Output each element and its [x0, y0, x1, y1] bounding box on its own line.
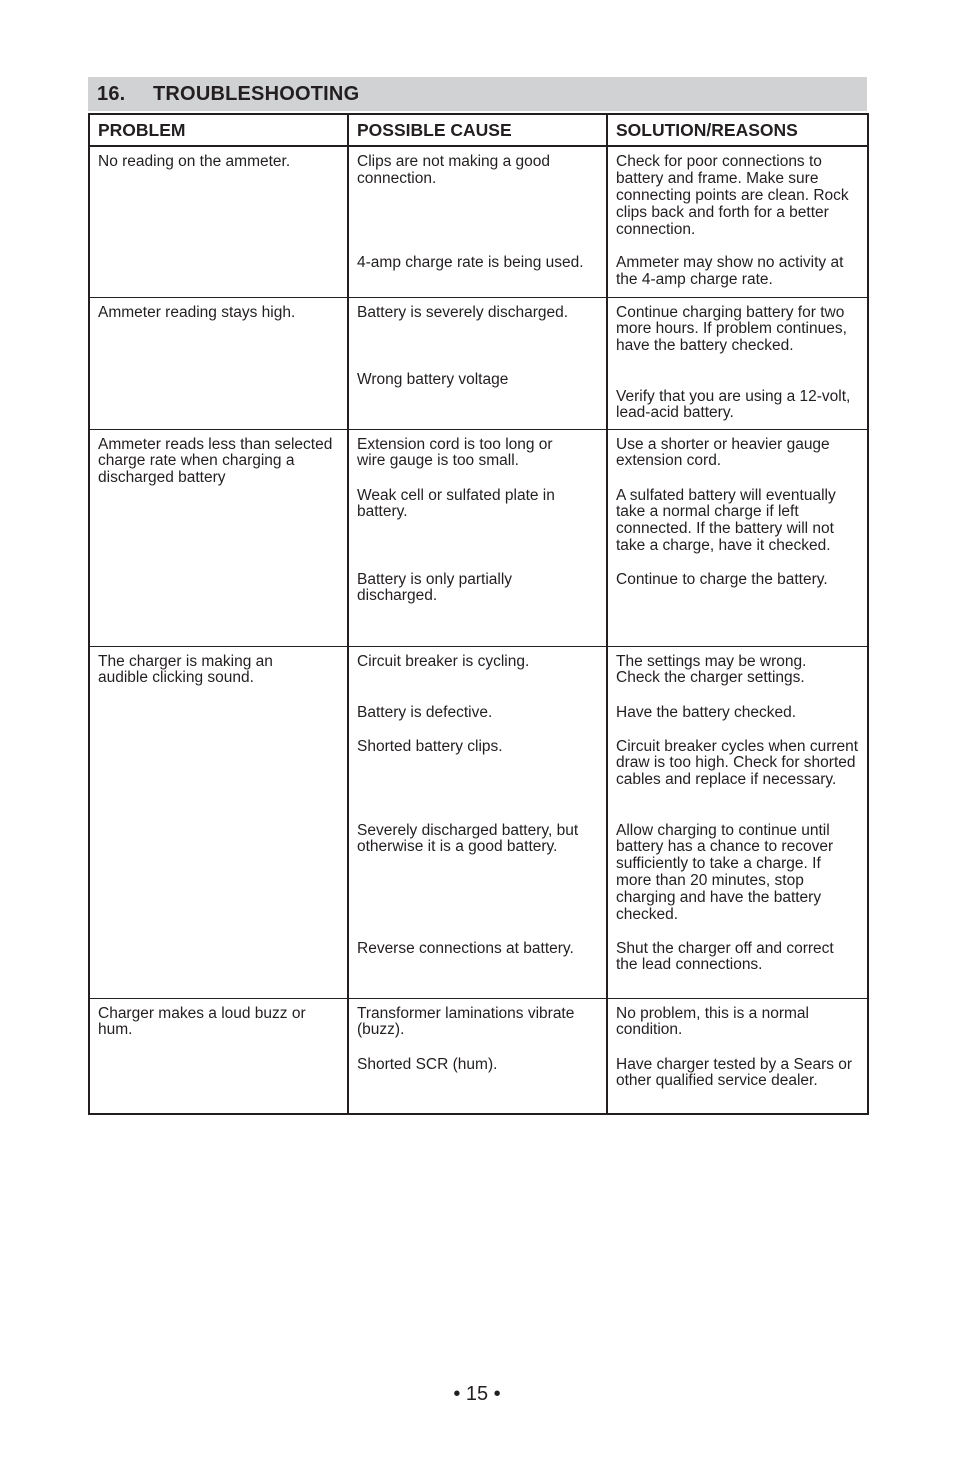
- troubleshooting-table: [88, 113, 869, 1115]
- solution-cell: [607, 297, 868, 429]
- column-header-possible-cause: POSSIBLE CAUSE: [348, 114, 607, 146]
- table-row: [89, 998, 868, 1114]
- cause-text: Reverse connections at battery.: [357, 939, 574, 957]
- column-header-problem: PROBLEM: [89, 114, 348, 146]
- cause-text: 4-amp charge rate is being used.: [357, 254, 584, 271]
- cause-text: Extension cord is too long or wire gauge is too small.: [357, 435, 553, 470]
- solution-text: Have the battery checked.: [616, 703, 797, 721]
- problem-text: Ammeter reading stays high.: [98, 303, 296, 321]
- cause-text: Transformer laminations vibrate (buzz).: [357, 1004, 575, 1039]
- cause-cell: [348, 998, 607, 1114]
- section-number: 16.: [97, 82, 126, 105]
- solution-text: The settings may be wrong. Check the charger settings.: [616, 652, 807, 687]
- cause-text: Circuit breaker is cycling.: [357, 652, 530, 670]
- problem-text: The charger is making an audible clicking sound.: [98, 652, 273, 687]
- cause-text: Battery is severely discharged.: [357, 303, 569, 321]
- table-row: [89, 646, 868, 998]
- problem-cell: [89, 146, 348, 297]
- problem-cell: [89, 429, 348, 646]
- table-row: [89, 429, 868, 646]
- solution-text: Continue to charge the battery.: [616, 570, 828, 588]
- table-row: [89, 146, 868, 297]
- problem-cell: [89, 297, 348, 429]
- solution-cell: [607, 998, 868, 1114]
- solution-text: A sulfated battery will eventually take a normal charge if left connected. If the battery will not take a charge, have it checked.: [616, 486, 836, 555]
- solution-text: Have charger tested by a Sears or other qualified service dealer.: [616, 1055, 853, 1090]
- solution-text: Check for poor connections to battery and frame. Make sure connecting points are clean. Rock clips back and forth for a better connection.: [616, 153, 849, 238]
- problem-cell: [89, 998, 348, 1114]
- solution-text: Continue charging battery for two more hours. If problem continues, have the battery checked.: [616, 303, 847, 355]
- solution-text: Verify that you are using a 12-volt, lead-acid battery.: [616, 387, 851, 422]
- cause-text: Shorted battery clips.: [357, 737, 503, 755]
- problem-text: Ammeter reads less than selected charge rate when charging a discharged battery: [98, 435, 333, 487]
- problem-text: No reading on the ammeter.: [98, 153, 291, 170]
- solution-text: Ammeter may show no activity at the 4-amp charge rate.: [616, 254, 844, 288]
- solution-text: No problem, this is a normal condition.: [616, 1004, 809, 1039]
- solution-text: Use a shorter or heavier gauge extension cord.: [616, 435, 830, 470]
- section-title: TROUBLESHOOTING: [153, 82, 360, 105]
- solution-cell: [607, 646, 868, 998]
- cause-text: Clips are not making a good connection.: [357, 153, 551, 187]
- solution-text: Circuit breaker cycles when current draw is too high. Check for shorted cables and replace if necessary.: [616, 737, 859, 789]
- cause-cell: [348, 646, 607, 998]
- solution-text: Allow charging to continue until battery has a chance to recover sufficiently to take a charge. If more than 20 minutes, stop charging and have the battery checked.: [616, 821, 834, 924]
- page-number: • 15 •: [453, 1383, 501, 1405]
- solution-text: Shut the charger off and correct the lead connections.: [616, 939, 834, 974]
- cause-text: Severely discharged battery, but otherwise it is a good battery.: [357, 821, 579, 856]
- table-header-row: [89, 114, 868, 146]
- section-header: [88, 77, 867, 111]
- cause-cell: [348, 429, 607, 646]
- column-header-solution: SOLUTION/REASONS: [607, 114, 868, 146]
- cause-text: Battery is defective.: [357, 703, 493, 721]
- cause-text: Shorted SCR (hum).: [357, 1055, 498, 1073]
- problem-text: Charger makes a loud buzz or hum.: [98, 1004, 306, 1039]
- cause-text: Battery is only partially discharged.: [357, 570, 513, 605]
- cause-text: Weak cell or sulfated plate in battery.: [357, 486, 555, 521]
- cause-text: Wrong battery voltage: [357, 370, 509, 388]
- table-row: [89, 297, 868, 429]
- cause-cell: [348, 297, 607, 429]
- solution-cell: [607, 146, 868, 297]
- cause-cell: [348, 146, 607, 297]
- problem-cell: [89, 646, 348, 998]
- solution-cell: [607, 429, 868, 646]
